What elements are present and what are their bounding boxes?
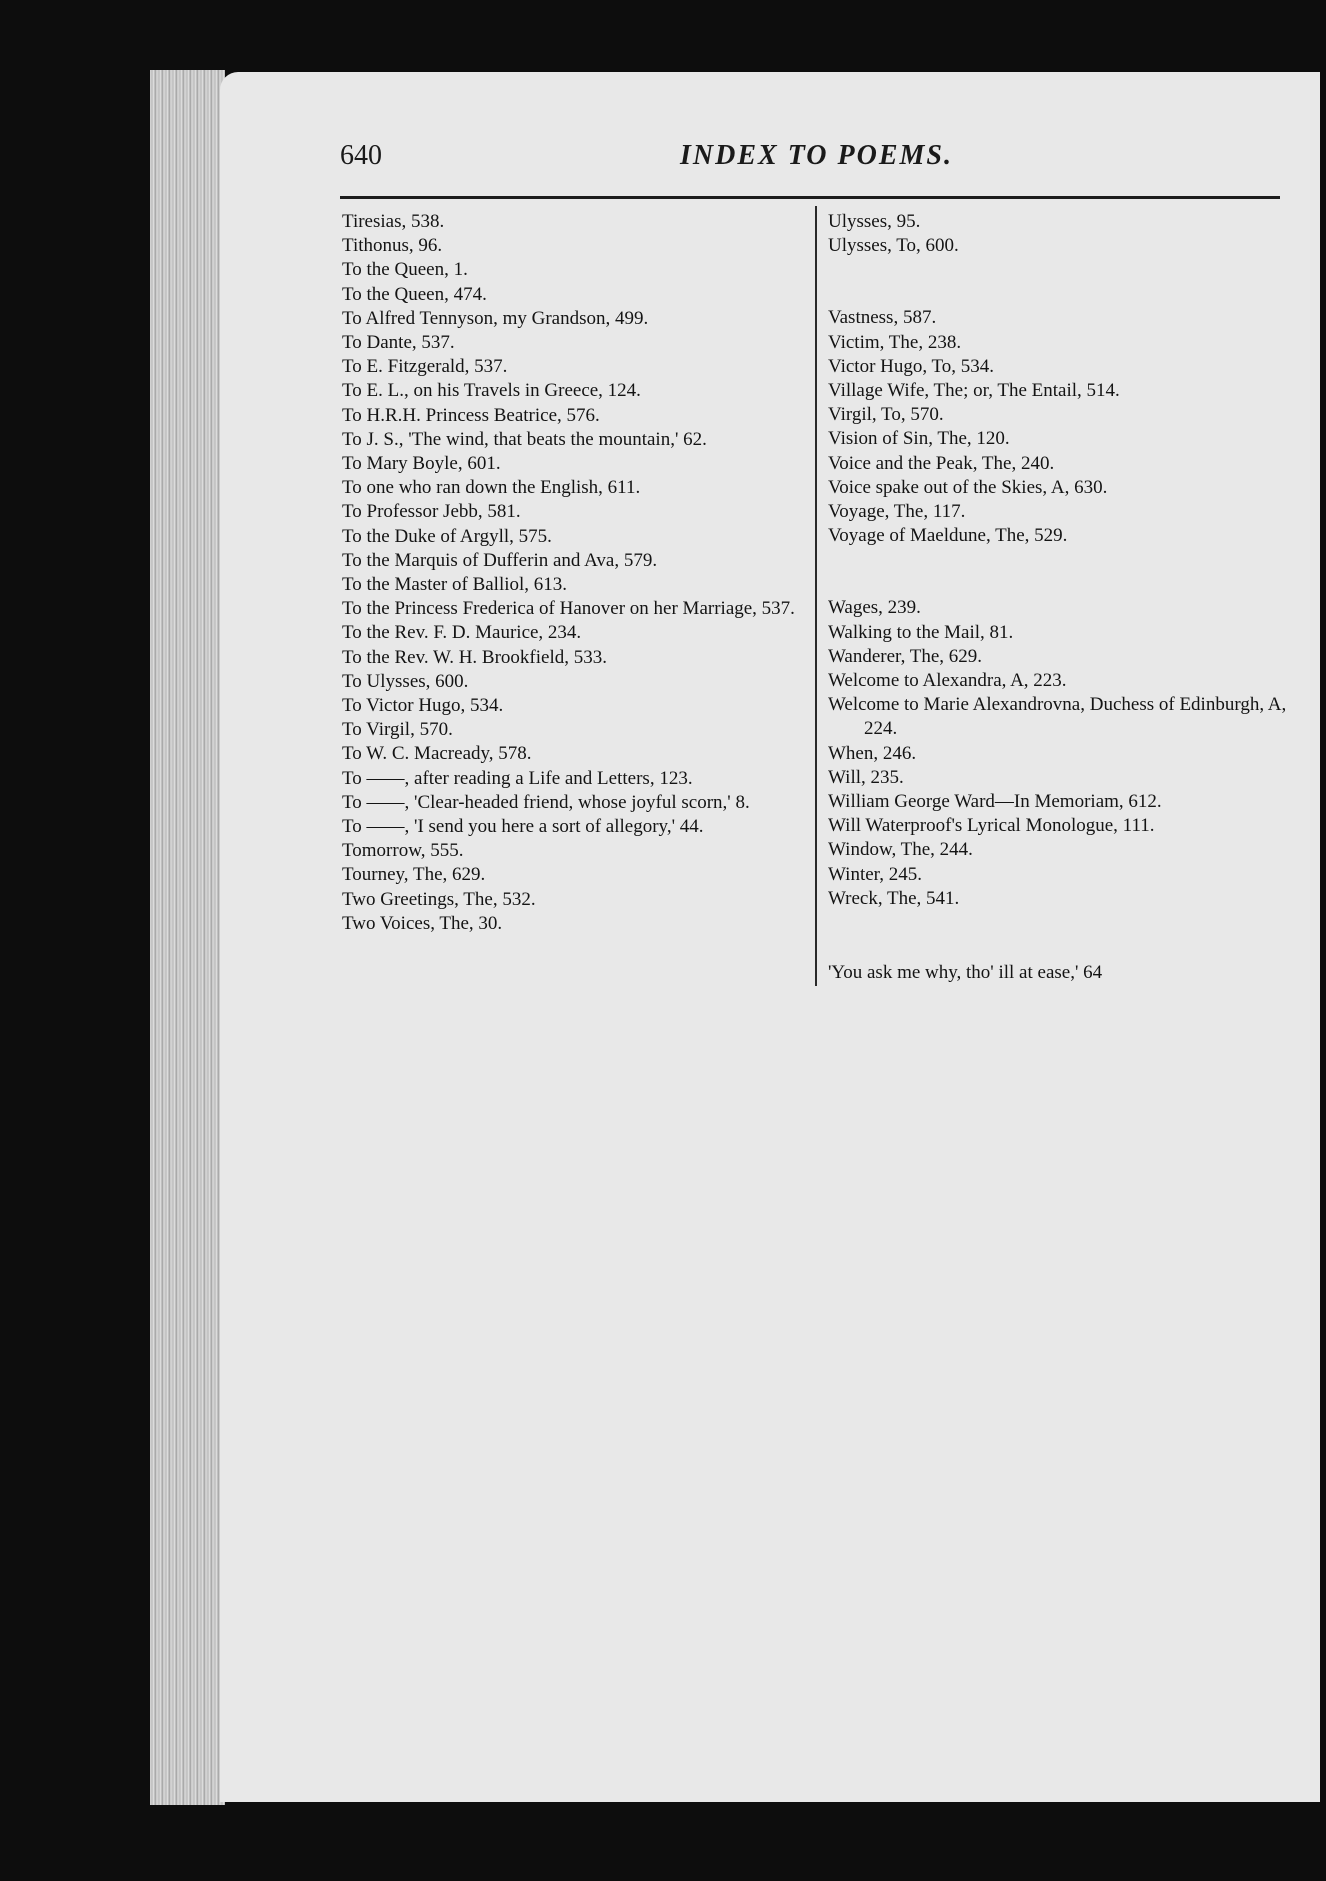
index-entry: Ulysses, To, 600. — [828, 235, 959, 257]
index-entry: To H.R.H. Princess Beatrice, 576. — [342, 404, 600, 426]
header-rule — [340, 196, 1280, 199]
section-gap — [828, 258, 1288, 306]
index-entry: To the Queen, 1. — [342, 259, 468, 281]
running-title: INDEX TO POEMS. — [680, 140, 953, 171]
index-entry: Victor Hugo, To, 534. — [828, 355, 995, 377]
index-entry: Victim, The, 238. — [828, 331, 962, 353]
index-entry: Voice and the Peak, The, 240. — [828, 452, 1055, 474]
index-entry: To the Marquis of Dufferin and Ava, 579. — [342, 549, 658, 571]
index-entry: To the Queen, 474. — [342, 283, 487, 305]
index-entry: To ——, after reading a Life and Letters, 123. — [342, 767, 693, 789]
index-entry: To Ulysses, 600. — [342, 670, 469, 692]
index-entry: Tourney, The, 629. — [342, 864, 486, 886]
index-entry: Vastness, 587. — [828, 307, 937, 329]
index-entry: Welcome to Alexandra, A, 223. — [828, 670, 1067, 692]
index-entry: To one who ran down the English, 611. — [342, 477, 641, 499]
index-entry: Virgil, To, 570. — [828, 404, 944, 426]
index-entry: Voyage, The, 117. — [828, 501, 966, 523]
section-gap — [828, 911, 1288, 961]
index-entry: To Alfred Tennyson, my Grandson, 499. — [342, 307, 649, 329]
index-entry: Will Waterproof's Lyrical Monologue, 111. — [828, 815, 1155, 837]
index-entry: Wanderer, The, 629. — [828, 645, 983, 667]
index-entry: To Virgil, 570. — [342, 719, 453, 741]
column-divider — [815, 206, 817, 986]
index-entry: To E. L., on his Travels in Greece, 124. — [342, 380, 641, 402]
index-entry: To Dante, 537. — [342, 332, 455, 354]
index-entry: To ——, 'Clear-headed friend, whose joyful scorn,' 8. — [342, 791, 750, 813]
index-entry: Two Voices, The, 30. — [342, 912, 503, 934]
section-gap — [828, 548, 1288, 596]
index-entry: Tomorrow, 555. — [342, 840, 464, 862]
page-number: 640 — [340, 140, 382, 171]
index-entry: Tithonus, 96. — [342, 235, 443, 257]
index-entry: Wages, 239. — [828, 597, 921, 619]
index-entry: Voice spake out of the Skies, A, 630. — [828, 476, 1108, 498]
index-entry: To Professor Jebb, 581. — [342, 501, 521, 523]
index-entry: To the Duke of Argyll, 575. — [342, 525, 552, 547]
index-entry: Tiresias, 538. — [342, 211, 445, 232]
index-entry: To E. Fitzgerald, 537. — [342, 356, 508, 378]
index-entry: Winter, 245. — [828, 863, 922, 885]
index-entry: Two Greetings, The, 532. — [342, 888, 536, 910]
index-entry: Ulysses, 95. — [828, 211, 921, 232]
index-column-left — [342, 210, 798, 936]
index-entry: To the Rev. W. H. Brookfield, 533. — [342, 646, 607, 668]
index-entry: William George Ward—In Memoriam, 612. — [828, 791, 1162, 813]
index-entry: 'You ask me why, tho' ill at ease,' 64 — [828, 962, 1103, 984]
index-entry: Village Wife, The; or, The Entail, 514. — [828, 380, 1120, 402]
page-header — [340, 140, 1280, 180]
index-entry: To ——, 'I send you here a sort of allegory,' 44. — [342, 816, 704, 838]
index-entry: To Mary Boyle, 601. — [342, 453, 501, 475]
index-entry: Vision of Sin, The, 120. — [828, 428, 1010, 450]
index-entry: Window, The, 244. — [828, 839, 973, 861]
index-entry: Welcome to Marie Alexandrovna, Duchess of Edinburgh, A, 224. — [828, 694, 1287, 740]
index-entry: To the Princess Frederica of Hanover on her Marriage, 537. — [342, 598, 795, 620]
index-entry: Walking to the Mail, 81. — [828, 621, 1014, 643]
index-entry: To J. S., 'The wind, that beats the mountain,' 62. — [342, 428, 707, 450]
index-entry: Will, 235. — [828, 766, 904, 788]
index-entry: To the Rev. F. D. Maurice, 234. — [342, 622, 582, 644]
index-entry: To W. C. Macready, 578. — [342, 743, 532, 765]
index-entry: To the Master of Balliol, 613. — [342, 574, 568, 596]
index-entry: To Victor Hugo, 534. — [342, 695, 504, 717]
index-column-right — [828, 210, 1288, 985]
book-page-edges — [150, 70, 225, 1805]
index-entry: Wreck, The, 541. — [828, 887, 960, 909]
index-entry: Voyage of Maeldune, The, 529. — [828, 525, 1068, 547]
index-entry: When, 246. — [828, 742, 917, 764]
